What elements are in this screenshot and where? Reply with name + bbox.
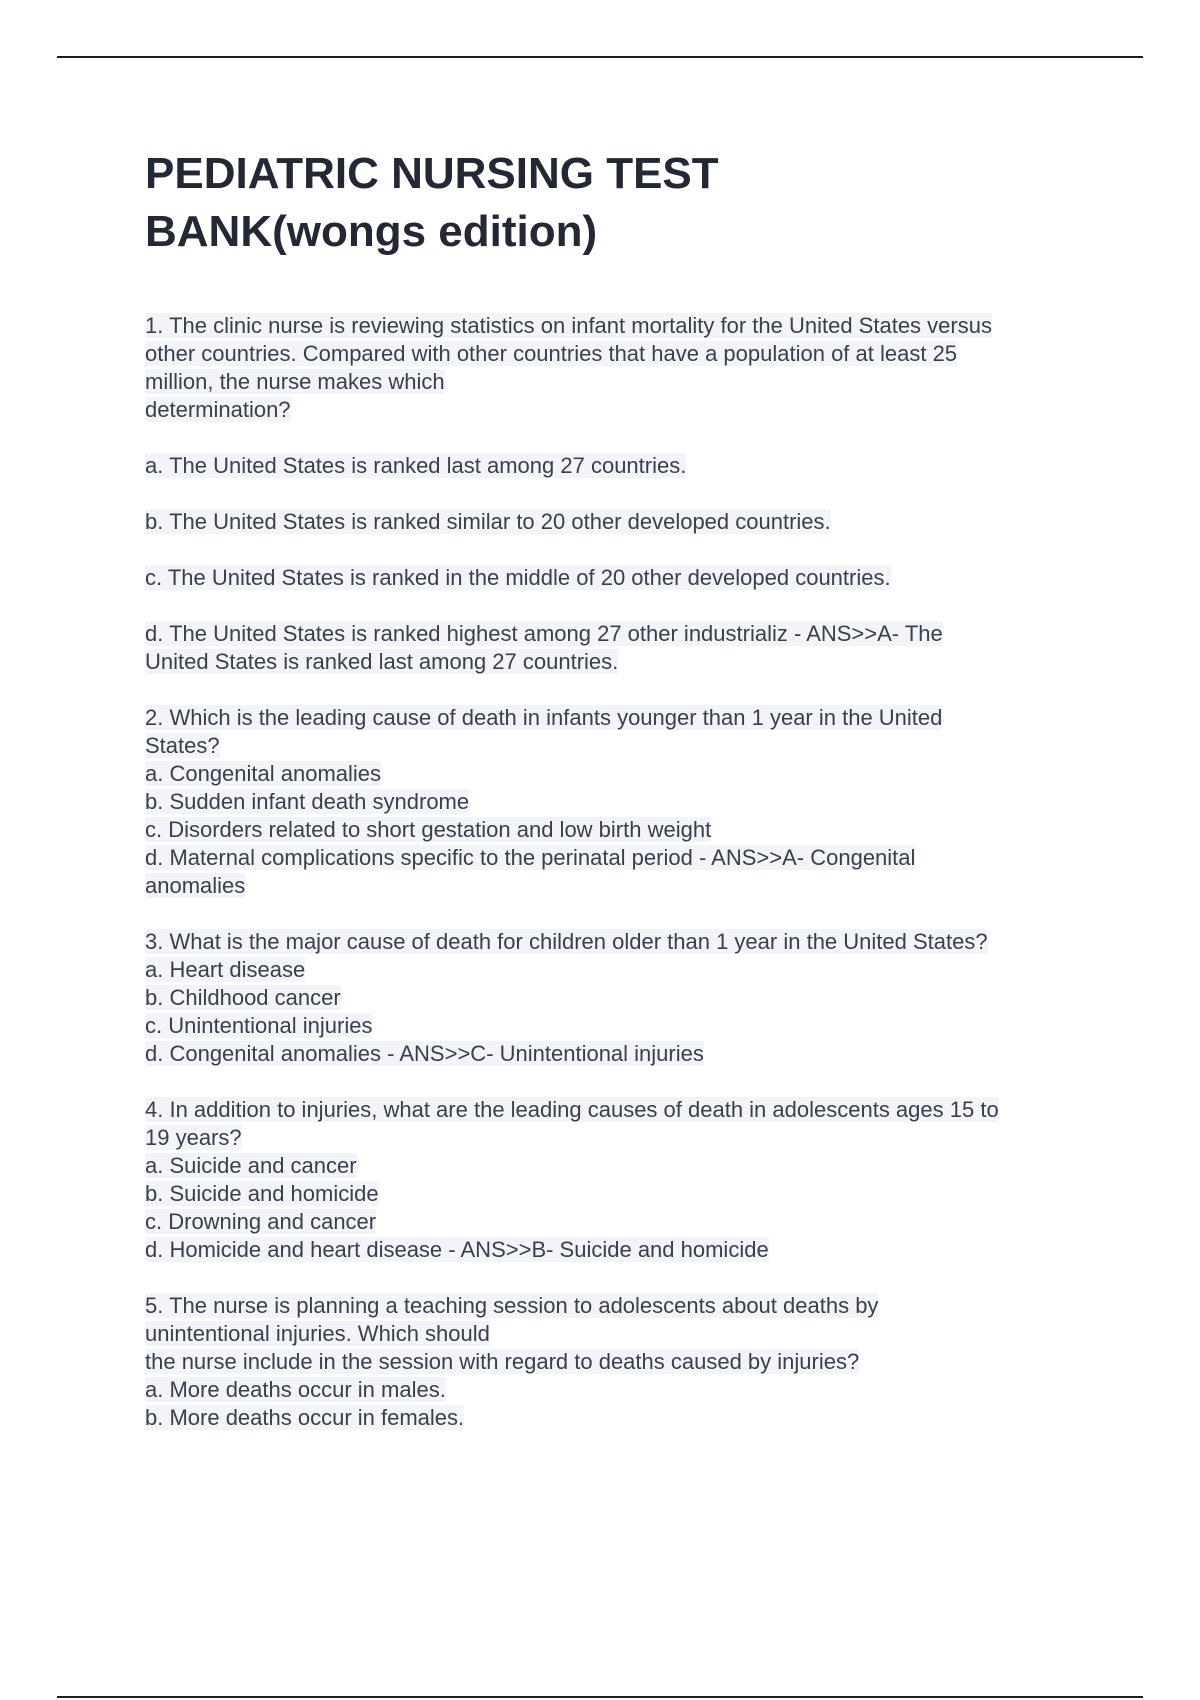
- text-line: a. The United States is ranked last among 27 countries.: [145, 453, 687, 478]
- text-line: 2. Which is the leading cause of death in infants younger than 1 year in the United: [145, 705, 943, 730]
- text-line: a. Suicide and cancer: [145, 1153, 357, 1178]
- text-line: unintentional injuries. Which should: [145, 1321, 490, 1346]
- blank-line: [145, 900, 1085, 928]
- text-line: States?: [145, 733, 220, 758]
- text-line: d. The United States is ranked highest among 27 other industrializ - ANS>>A- The: [145, 621, 943, 646]
- text-line: b. Sudden infant death syndrome: [145, 789, 470, 814]
- text-line: determination?: [145, 397, 291, 422]
- text-line: a. Congenital anomalies: [145, 761, 382, 786]
- blank-line: [145, 424, 1085, 452]
- blank-line: [145, 536, 1085, 564]
- text-line: b. The United States is ranked similar to 20 other developed countries.: [145, 509, 831, 534]
- text-line: million, the nurse makes which: [145, 369, 445, 394]
- text-line: b. More deaths occur in females.: [145, 1405, 465, 1430]
- text-line: United States is ranked last among 27 countries.: [145, 649, 619, 674]
- title-line-1: PEDIATRIC NURSING TEST: [145, 149, 719, 198]
- text-line: d. Maternal complications specific to the perinatal period - ANS>>A- Congenital: [145, 845, 916, 870]
- text-line: 5. The nurse is planning a teaching session to adolescents about deaths by: [145, 1293, 879, 1318]
- text-line: the nurse include in the session with regard to deaths caused by injuries?: [145, 1349, 860, 1374]
- text-line: 19 years?: [145, 1125, 242, 1150]
- question-body: [145, 312, 1085, 1432]
- text-line: 1. The clinic nurse is reviewing statistics on infant mortality for the United States versus: [145, 313, 992, 338]
- blank-line: [145, 480, 1085, 508]
- text-line: other countries. Compared with other countries that have a population of at least 25: [145, 341, 958, 366]
- text-line: a. Heart disease: [145, 957, 306, 982]
- blank-line: [145, 592, 1085, 620]
- title-line-2: BANK(wongs edition): [145, 207, 598, 256]
- document-title: [145, 145, 1045, 261]
- text-line: c. Drowning and cancer: [145, 1209, 377, 1234]
- blank-line: [145, 676, 1085, 704]
- text-line: d. Homicide and heart disease - ANS>>B- Suicide and homicide: [145, 1237, 769, 1262]
- text-line: d. Congenital anomalies - ANS>>C- Unintentional injuries: [145, 1041, 704, 1066]
- text-line: a. More deaths occur in males.: [145, 1377, 446, 1402]
- blank-line: [145, 1068, 1085, 1096]
- bottom-divider: [57, 1696, 1143, 1698]
- text-line: b. Childhood cancer: [145, 985, 341, 1010]
- top-divider: [57, 56, 1143, 58]
- text-line: c. The United States is ranked in the middle of 20 other developed countries.: [145, 565, 891, 590]
- text-line: c. Disorders related to short gestation and low birth weight: [145, 817, 712, 842]
- text-line: 3. What is the major cause of death for children older than 1 year in the United States?: [145, 929, 988, 954]
- blank-line: [145, 1264, 1085, 1292]
- text-line: anomalies: [145, 873, 246, 898]
- text-line: b. Suicide and homicide: [145, 1181, 379, 1206]
- text-line: 4. In addition to injuries, what are the leading causes of death in adolescents ages 15 to: [145, 1097, 999, 1122]
- text-line: c. Unintentional injuries: [145, 1013, 373, 1038]
